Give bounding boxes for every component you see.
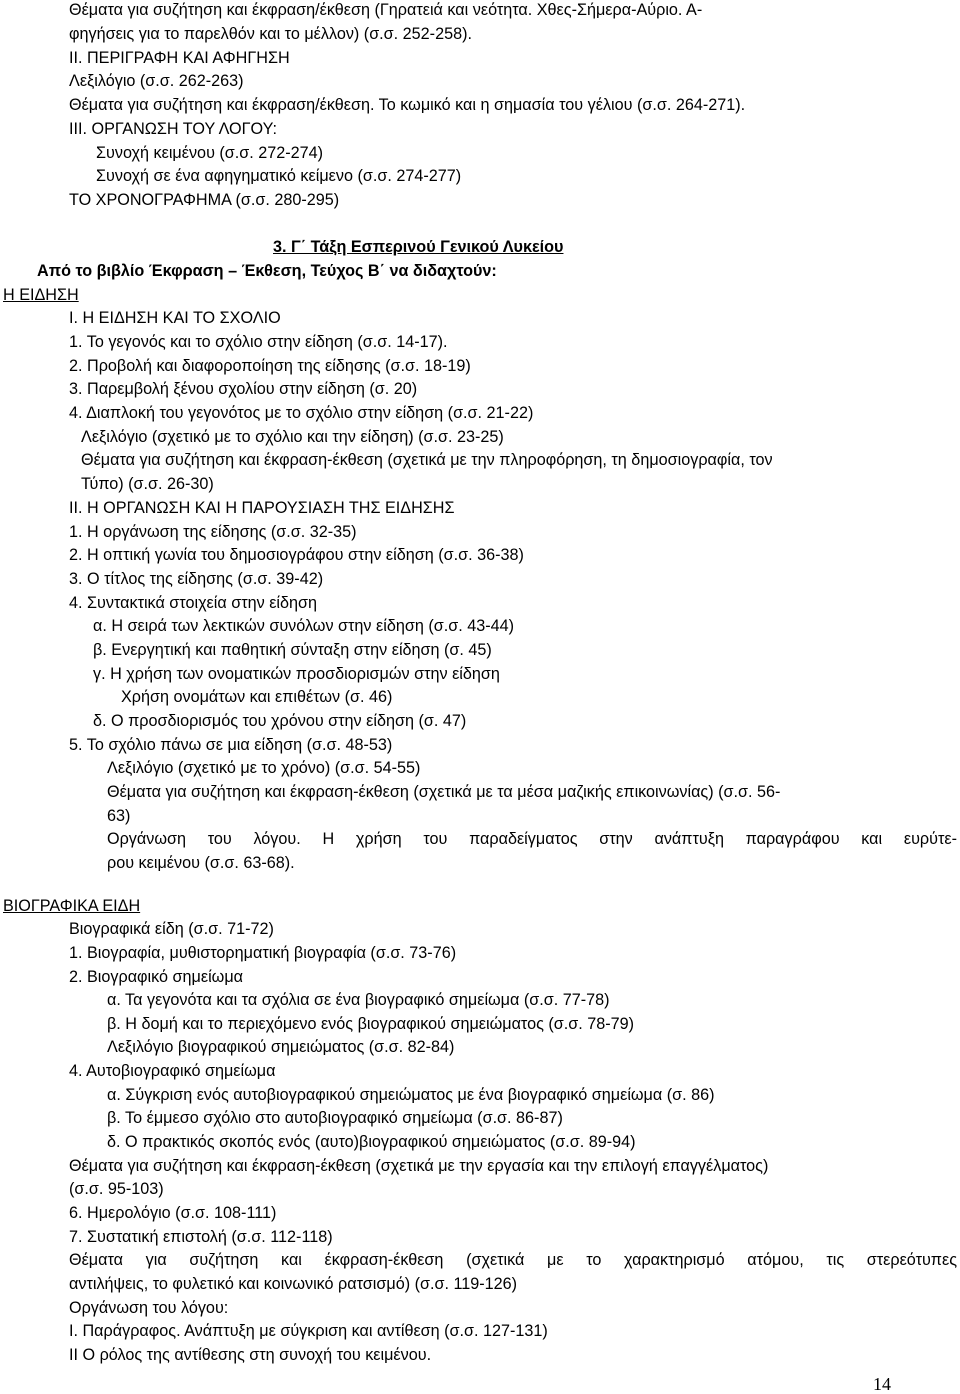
list-subitem: α. Τα γεγονότα και τα σχόλια σε ένα βιογραφικό σημείωμα (σ.σ. 77-78) xyxy=(107,991,610,1009)
page-number: 14 xyxy=(873,1374,891,1394)
list-item: 4. Διαπλοκή του γεγονότος με το σχόλιο στην είδηση (σ.σ. 21-22) xyxy=(69,404,534,422)
text-line: Χρήση ονομάτων και επιθέτων (σ. 46) xyxy=(121,688,393,706)
text-line: Λεξιλόγιο (σχετικό με το χρόνο) (σ.σ. 54-55) xyxy=(107,759,421,777)
list-item: 1. Η οργάνωση της είδησης (σ.σ. 32-35) xyxy=(69,523,357,541)
chapter-heading: Η ΕΙΔΗΣΗ xyxy=(3,286,79,304)
list-item: 4. Συντακτικά στοιχεία στην είδηση xyxy=(69,594,318,612)
list-item: 4. Αυτοβιογραφικό σημείωμα xyxy=(69,1062,276,1080)
text-line: Λεξιλόγιο (σχετικό με το σχόλιο και την είδηση) (σ.σ. 23-25) xyxy=(81,428,504,446)
text-line: Συνοχή σε ένα αφηγηματικό κείμενο (σ.σ. 274-277) xyxy=(96,167,462,185)
book-subheading: Από το βιβλίο Έκφραση – Έκθεση, Τεύχος Β΄ να διδαχτούν: xyxy=(37,262,497,280)
text-line: ΤΟ ΧΡΟΝΟΓΡΑΦΗΜΑ (σ.σ. 280-295) xyxy=(69,191,340,209)
list-item: 7. Συστατική επιστολή (σ.σ. 112-118) xyxy=(69,1228,333,1246)
section-heading: II. Η ΟΡΓΑΝΩΣΗ ΚΑΙ Η ΠΑΡΟΥΣΙΑΣΗ ΤΗΣ ΕΙΔΗΣΗΣ xyxy=(69,499,455,517)
text-line: Θέματα για συζήτηση και έκφραση-έκθεση (σχετικά με τα μέσα μαζικής επικοινωνίας) (σ.σ. 56- xyxy=(107,783,781,801)
class-heading: 3. Γ΄ Τάξη Εσπερινού Γενικού Λυκείου xyxy=(273,238,564,256)
text-line: Οργάνωση του λόγου. Η χρήση του παραδείγματος στην ανάπτυξη παραγράφου και ευρύτε- xyxy=(107,830,957,848)
list-item: 6. Ημερολόγιο (σ.σ. 108-111) xyxy=(69,1204,277,1222)
list-subitem: γ. Η χρήση των ονοματικών προσδιορισμών στην είδηση xyxy=(93,665,500,683)
list-item: II Ο ρόλος της αντίθεσης στη συνοχή του κειμένου. xyxy=(69,1346,432,1364)
text-line: (σ.σ. 95-103) xyxy=(69,1180,164,1198)
text-line: Θέματα για συζήτηση και έκφραση-έκθεση (σχετικά με την πληροφόρηση, τη δημοσιογραφία, τον xyxy=(81,451,773,469)
text-line: Θέματα για συζήτηση και έκφραση/έκθεση (Γηρατειά και νεότητα. Χθες-Σήμερα-Αύριο. Α- xyxy=(69,1,703,19)
list-subitem: δ. Ο πρακτικός σκοπός ενός (αυτο)βιογραφικού σημειώματος (σ.σ. 89-94) xyxy=(107,1133,636,1151)
list-subitem: β. Ενεργητική και παθητική σύνταξη στην είδηση (σ. 45) xyxy=(93,641,492,659)
list-subitem: α. Η σειρά των λεκτικών συνόλων στην είδηση (σ.σ. 43-44) xyxy=(93,617,514,635)
list-item: 2. Η οπτική γωνία του δημοσιογράφου στην είδηση (σ.σ. 36-38) xyxy=(69,546,524,564)
text-line: Θέματα για συζήτηση και έκφραση-έκθεση (σχετικά με την εργασία και την επιλογή επαγγέλματος) xyxy=(69,1157,769,1175)
list-item: 1. Βιογραφία, μυθιστορηματική βιογραφία (σ.σ. 73-76) xyxy=(69,944,457,962)
list-item: I. Παράγραφος. Ανάπτυξη με σύγκριση και αντίθεση (σ.σ. 127-131) xyxy=(69,1322,548,1340)
list-subitem: β. Η δομή και το περιεχόμενο ενός βιογραφικού σημειώματος (σ.σ. 78-79) xyxy=(107,1015,635,1033)
text-line: Τύπο) (σ.σ. 26-30) xyxy=(81,475,214,493)
section-heading: III. ΟΡΓΑΝΩΣΗ ΤΟΥ ΛΟΓΟΥ: xyxy=(69,120,278,138)
text-line: Οργάνωση του λόγου: xyxy=(69,1299,229,1317)
section-heading: II. ΠΕΡΙΓΡΑΦΗ ΚΑΙ ΑΦΗΓΗΣΗ xyxy=(69,49,290,67)
text-line: Θέματα για συζήτηση και έκφραση-έκθεση (σχετικά με το χαρακτηρισμό ατόμου, τις στερεότυπες xyxy=(69,1251,957,1269)
text-line: Θέματα για συζήτηση και έκφραση/έκθεση. Το κωμικό και η σημασία του γέλιου (σ.σ. 264-271). xyxy=(69,96,746,114)
list-item: 2. Προβολή και διαφοροποίηση της είδησης (σ.σ. 18-19) xyxy=(69,357,471,375)
text-line: Βιογραφικά είδη (σ.σ. 71-72) xyxy=(69,920,274,938)
text-line: φηγήσεις για το παρελθόν και το μέλλον) (σ.σ. 252-258). xyxy=(69,25,472,43)
text-line: Λεξιλόγιο (σ.σ. 262-263) xyxy=(69,72,244,90)
text-line: 63) xyxy=(107,807,131,825)
text-line: Λεξιλόγιο βιογραφικού σημειώματος (σ.σ. 82-84) xyxy=(107,1038,455,1056)
text-line: Συνοχή κειμένου (σ.σ. 272-274) xyxy=(96,144,324,162)
list-subitem: α. Σύγκριση ενός αυτοβιογραφικού σημειώματος με ένα βιογραφικό σημείωμα (σ. 86) xyxy=(107,1086,715,1104)
chapter-heading: ΒΙΟΓΡΑΦΙΚΑ ΕΙΔΗ xyxy=(3,897,141,915)
list-item: 5. Το σχόλιο πάνω σε μια είδηση (σ.σ. 48-53) xyxy=(69,736,393,754)
list-item: 1. Το γεγονός και το σχόλιο στην είδηση (σ.σ. 14-17). xyxy=(69,333,448,351)
section-heading: I. Η ΕΙΔΗΣΗ ΚΑΙ ΤΟ ΣΧΟΛΙΟ xyxy=(69,309,281,327)
text-line: ρου κειμένου (σ.σ. 63-68). xyxy=(107,854,295,872)
list-subitem: δ. Ο προσδιορισμός του χρόνου στην είδηση (σ. 47) xyxy=(93,712,467,730)
list-item: 3. Ο τίτλος της είδησης (σ.σ. 39-42) xyxy=(69,570,324,588)
list-item: 2. Βιογραφικό σημείωμα xyxy=(69,968,243,986)
list-item: 3. Παρεμβολή ξένου σχολίου στην είδηση (σ. 20) xyxy=(69,380,418,398)
text-line: αντιλήψεις, το φυλετικό και κοινωνικό ρατσισμό) (σ.σ. 119-126) xyxy=(69,1275,518,1293)
list-subitem: β. Το έμμεσο σχόλιο στο αυτοβιογραφικό σημείωμα (σ.σ. 86-87) xyxy=(107,1109,563,1127)
